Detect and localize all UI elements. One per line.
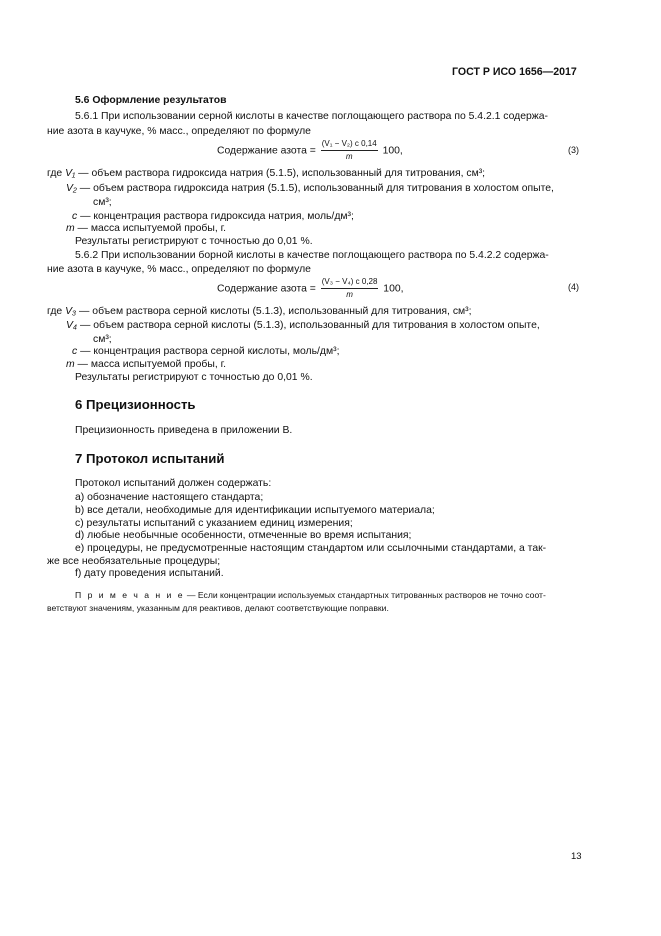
definition-m: — масса испытуемой пробы, г. — [77, 359, 227, 370]
paragraph-5-6-1-line1: 5.6.1 При использовании серной кислоты в качестве поглощающего раствора по 5.4.2.1 содержа- — [75, 111, 548, 122]
formula-4-fraction — [321, 276, 379, 301]
formula-3-number: (3) — [568, 145, 579, 155]
paragraph-5-6-2-line1: 5.6.2 При использовании борной кислоты в качестве поглощающего раствора по 5.4.2.2 содержа- — [75, 250, 549, 261]
paragraph-5-6-1-line2: ние азота в каучуке, % масс., определяют по формуле — [47, 126, 311, 137]
formula-3-tail: 100, — [382, 145, 403, 157]
where-list-2-row-m — [66, 359, 226, 370]
formula-3-numerator: (V₁ − V₂) c 0,14 — [321, 138, 378, 151]
formula-3-denominator: m — [345, 152, 353, 161]
symbol-v4: V₄ — [66, 320, 78, 331]
section-6-text: Прецизионность приведена в приложении В. — [75, 425, 293, 436]
where-list-2-row-c — [72, 346, 339, 357]
formula-4-denominator: m — [346, 290, 353, 299]
definition-v2-cont: см³; — [93, 197, 112, 208]
formula-3-label: Содержание азота = — [217, 145, 316, 157]
definition-v3: — объем раствора серной кислоты (5.1.3), использованный для титрования, см³; — [79, 306, 472, 317]
list-item: a) обозначение настоящего стандарта; — [75, 492, 264, 503]
where-list-1-row-m — [66, 223, 226, 234]
where-prefix: где — [47, 306, 63, 317]
list-item: e) процедуры, не предусмотренные настоящим стандартом или ссылочными стандартами, а так- — [75, 543, 547, 554]
symbol-c: c — [72, 346, 78, 357]
formula-4-numerator: (V₃ − V₄) c 0,28 — [321, 276, 379, 289]
note-line2: ветствуют значениям, указанным для реактивов, делают соответствующие поправки. — [47, 603, 389, 613]
formula-4-tail: 100, — [383, 283, 404, 295]
formula-3-fraction — [321, 138, 378, 163]
list-item-continuation: же все необязательные процедуры; — [47, 556, 221, 567]
result-precision-1: Результаты регистрируют с точностью до 0,01 %. — [75, 236, 313, 247]
paragraph-5-6-2-line2: ние азота в каучуке, % масс., определяют по формуле — [47, 264, 311, 275]
symbol-m: m — [66, 223, 75, 234]
page-number: 13 — [571, 851, 582, 862]
list-item: c) результаты испытаний с указанием единиц измерения; — [75, 518, 353, 529]
symbol-v3: V₃ — [65, 306, 77, 317]
where-list-1-row-c — [72, 211, 354, 222]
symbol-m: m — [66, 359, 75, 370]
section-7-title: 7 Протокол испытаний — [75, 451, 225, 466]
section-5-6-title: 5.6 Оформление результатов — [75, 95, 227, 106]
formula-3 — [217, 138, 403, 163]
definition-v4-cont: см³; — [93, 334, 112, 345]
document-header: ГОСТ Р ИСО 1656—2017 — [452, 66, 577, 78]
where-list-2-row-v3 — [47, 306, 472, 317]
definition-c: — концентрация раствора серной кислоты, моль/дм³; — [80, 346, 340, 357]
definition-v1: — объем раствора гидроксида натрия (5.1.5), использованный для титрования, см³; — [78, 168, 486, 179]
note-text: — Если концентрации используемых стандартных титрованных растворов не точно соот- — [184, 590, 546, 600]
list-item: b) все детали, необходимые для идентификации испытуемого материала; — [75, 505, 435, 516]
where-list-2-row-v4 — [66, 320, 540, 331]
formula-4 — [217, 276, 404, 301]
symbol-v2: V₂ — [66, 183, 77, 194]
result-precision-2: Результаты регистрируют с точностью до 0,01 %. — [75, 372, 313, 383]
section-6-title: 6 Прецизионность — [75, 397, 196, 412]
definition-m: — масса испытуемой пробы, г. — [77, 223, 227, 234]
list-item: f) дату проведения испытаний. — [75, 568, 224, 579]
definition-v4: — объем раствора серной кислоты (5.1.3), использованный для титрования в холостом опыте, — [80, 320, 540, 331]
note-label: П р и м е ч а н и е — [75, 590, 185, 600]
where-list-1-row-v2 — [66, 183, 554, 194]
formula-4-number: (4) — [568, 282, 579, 292]
where-list-1-row-v1 — [47, 168, 485, 179]
where-prefix: где — [47, 168, 63, 179]
symbol-v1: V₁ — [65, 168, 76, 179]
section-7-intro: Протокол испытаний должен содержать: — [75, 478, 272, 489]
definition-c: — концентрация раствора гидроксида натрия, моль/дм³; — [80, 211, 354, 222]
list-item: d) любые необычные особенности, отмеченные во время испытания; — [75, 530, 412, 541]
formula-4-label: Содержание азота = — [217, 283, 316, 295]
symbol-c: c — [72, 211, 78, 222]
definition-v2: — объем раствора гидроксида натрия (5.1.5), использованный для титрования в холостом опыте, — [79, 183, 554, 194]
note-line1 — [75, 590, 546, 600]
